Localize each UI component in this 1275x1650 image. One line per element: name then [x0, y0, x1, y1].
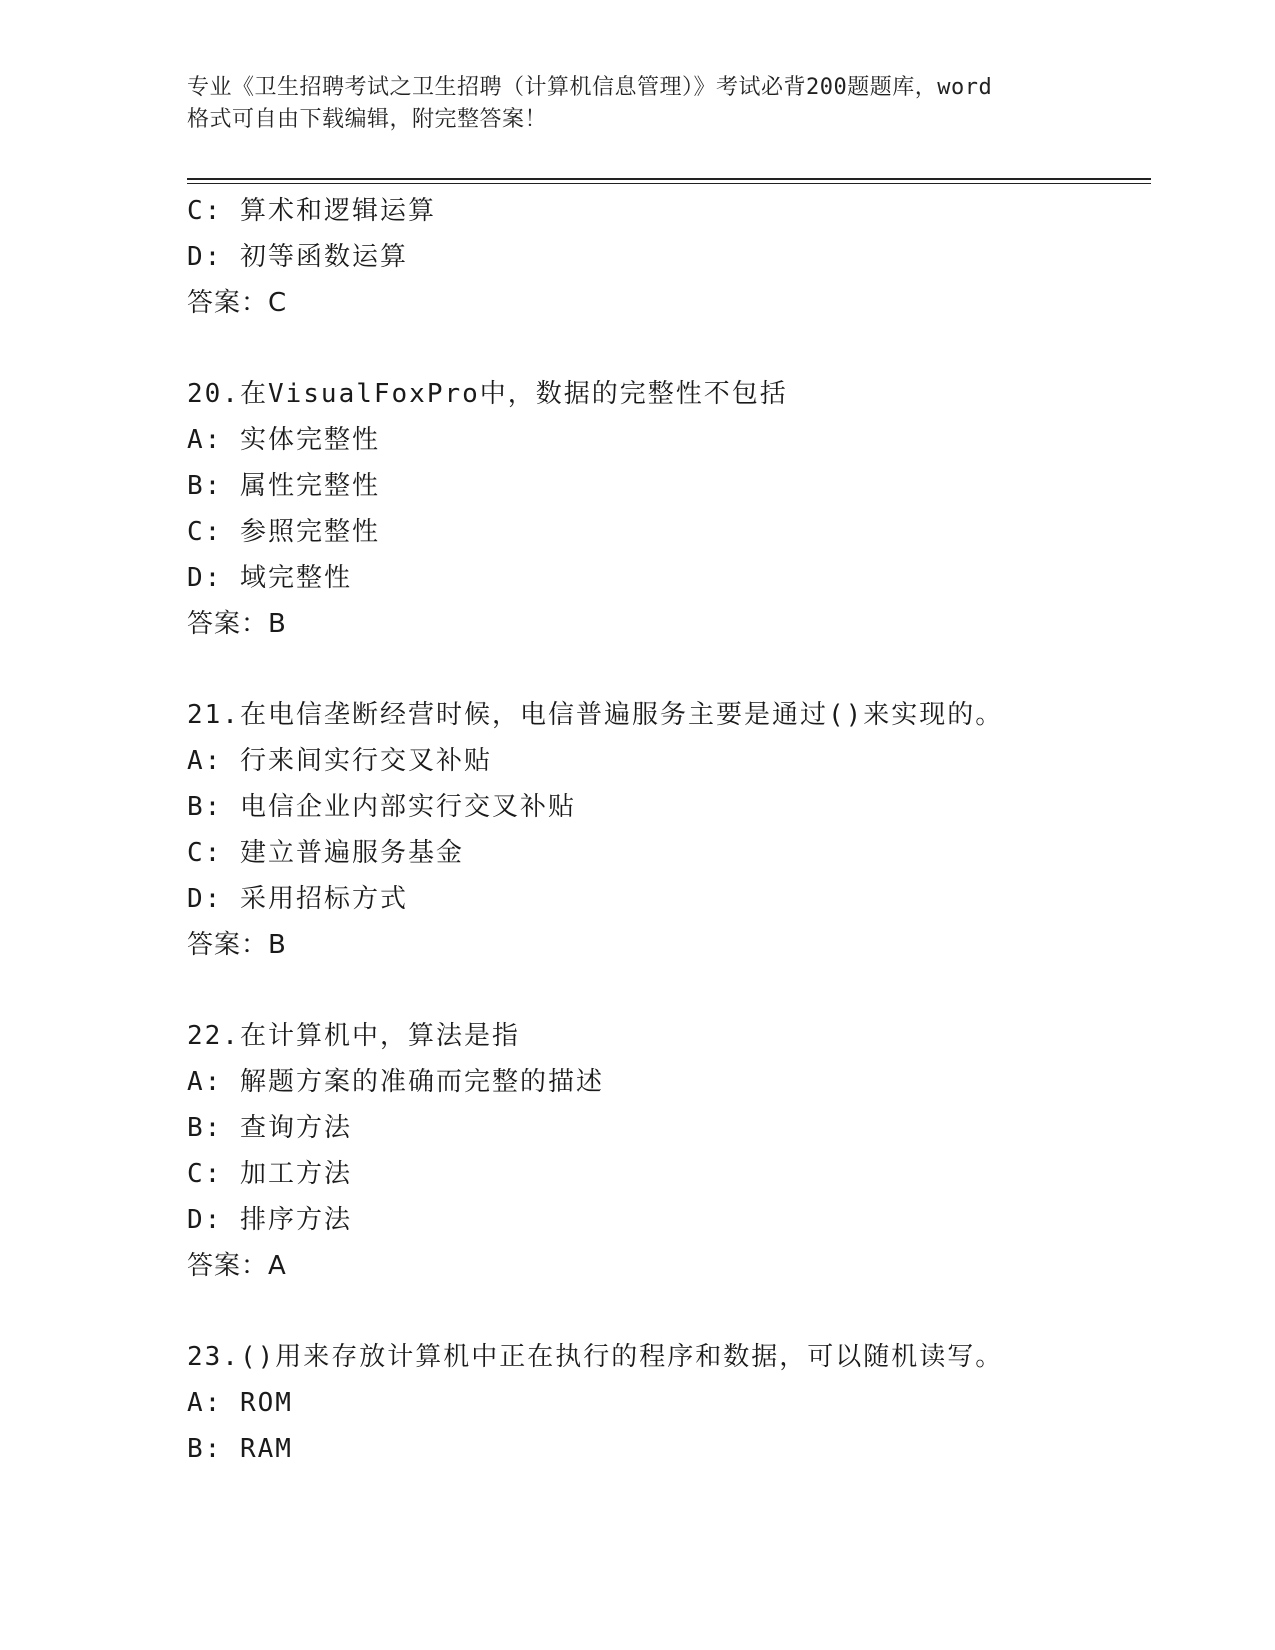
- option-d: D: 采用招标方式: [187, 884, 408, 914]
- question-stem: 23.()用来存放计算机中正在执行的程序和数据，可以随机读写。: [187, 1342, 1004, 1372]
- question-19-tail: [187, 188, 1147, 326]
- option-a: A: 行来间实行交叉补贴: [187, 746, 492, 776]
- question-22: [187, 1013, 1147, 1289]
- option-d: D: 初等函数运算: [187, 242, 408, 272]
- question-stem: 20.在VisualFoxPro中，数据的完整性不包括: [187, 379, 788, 409]
- option-a: A: ROM: [187, 1388, 293, 1418]
- option-b: B: 查询方法: [187, 1113, 352, 1143]
- question-21: [187, 692, 1147, 968]
- question-stem: 21.在电信垄断经营时候，电信普遍服务主要是通过()来实现的。: [187, 700, 1004, 730]
- header-title-line-2: 格式可自由下载编辑，附完整答案！: [187, 107, 548, 132]
- answer-line: 答案：C: [187, 288, 288, 318]
- option-d: D: 域完整性: [187, 563, 352, 593]
- option-c: C: 算术和逻辑运算: [187, 196, 436, 226]
- option-a: A: 实体完整性: [187, 425, 380, 455]
- option-d: D: 排序方法: [187, 1205, 352, 1235]
- header-divider-thin: [187, 183, 1151, 184]
- answer-line: 答案：B: [187, 930, 287, 960]
- question-20: [187, 371, 1147, 647]
- answer-line: 答案：A: [187, 1251, 287, 1281]
- option-c: C: 加工方法: [187, 1159, 352, 1189]
- option-b: B: RAM: [187, 1434, 293, 1464]
- option-c: C: 建立普遍服务基金: [187, 838, 464, 868]
- header-title-line-1: 专业《卫生招聘考试之卫生招聘（计算机信息管理）》考试必背200题题库，word: [187, 75, 993, 100]
- option-c: C: 参照完整性: [187, 517, 380, 547]
- option-b: B: 属性完整性: [187, 471, 380, 501]
- option-a: A: 解题方案的准确而完整的描述: [187, 1067, 604, 1097]
- question-stem: 22.在计算机中，算法是指: [187, 1021, 520, 1051]
- option-b: B: 电信企业内部实行交叉补贴: [187, 792, 576, 822]
- question-list: [187, 188, 1147, 1472]
- question-23: [187, 1334, 1147, 1472]
- answer-line: 答案：B: [187, 609, 287, 639]
- document-header: [187, 72, 1087, 136]
- header-divider: [187, 178, 1151, 180]
